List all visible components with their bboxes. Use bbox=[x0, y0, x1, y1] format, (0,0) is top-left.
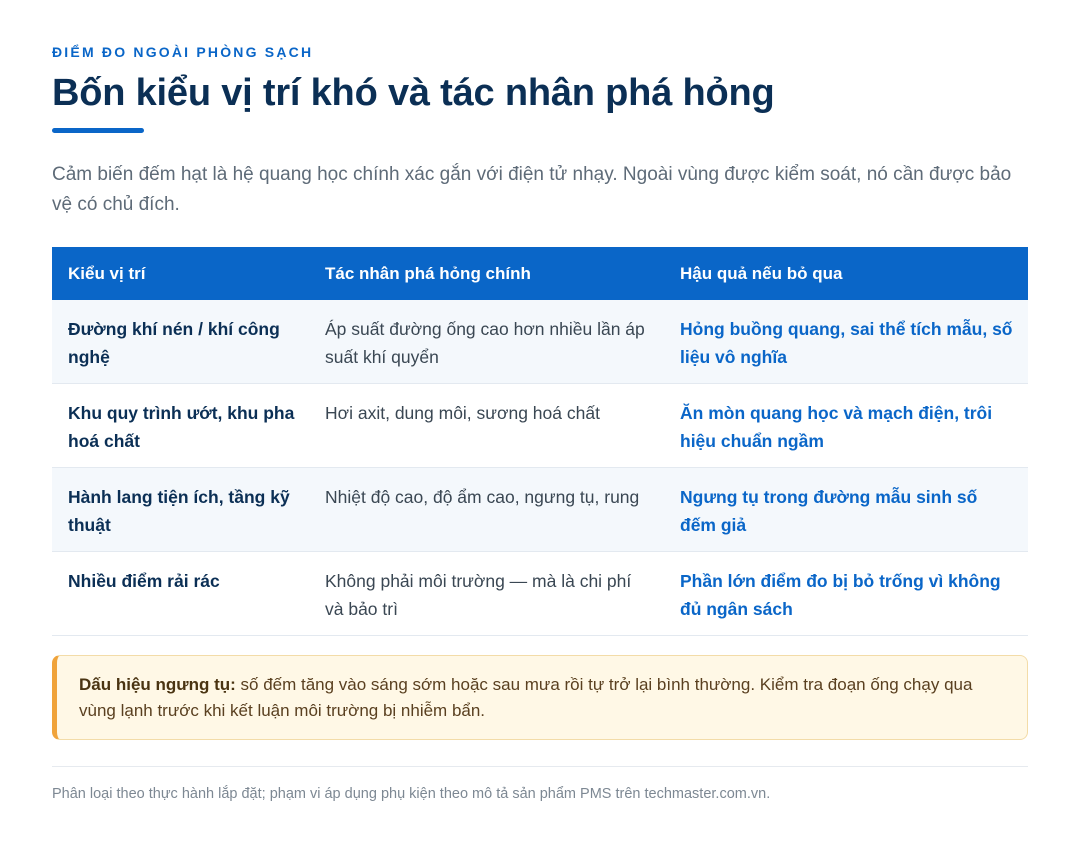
cell-location: Khu quy trình ướt, khu pha hoá chất bbox=[68, 403, 295, 451]
footnote: Phân loại theo thực hành lắp đặt; phạm vi áp dụng phụ kiện theo mô tả sản phẩm PMS trên techmaster.com.vn. bbox=[52, 786, 771, 802]
callout-label: Dấu hiệu ngưng tụ: bbox=[79, 675, 236, 694]
cell-agent: Nhiệt độ cao, độ ẩm cao, ngưng tụ, rung bbox=[325, 487, 640, 507]
cell-location: Hành lang tiện ích, tầng kỹ thuật bbox=[68, 487, 290, 535]
cell-agent: Áp suất đường ống cao hơn nhiều lần áp suất khí quyển bbox=[325, 319, 645, 367]
hazard-table bbox=[52, 247, 1028, 636]
cell-consequence: Ăn mòn quang học và mạch điện, trôi hiệu chuẩn ngầm bbox=[680, 403, 993, 451]
table-row bbox=[52, 384, 1028, 468]
table-row bbox=[52, 468, 1028, 552]
header-agent: Tác nhân phá hỏng chính bbox=[325, 263, 531, 283]
table-row bbox=[52, 552, 1028, 636]
table-row bbox=[52, 300, 1028, 384]
page-title: Bốn kiểu vị trí khó và tác nhân phá hỏng bbox=[52, 72, 775, 114]
header-location: Kiểu vị trí bbox=[68, 263, 146, 283]
cell-consequence: Ngưng tụ trong đường mẫu sinh số đếm giả bbox=[680, 487, 978, 535]
cell-agent: Hơi axit, dung môi, sương hoá chất bbox=[325, 403, 600, 423]
table-header bbox=[52, 247, 1028, 300]
eyebrow-label: ĐIỂM ĐO NGOÀI PHÒNG SẠCH bbox=[52, 44, 314, 60]
footer-divider bbox=[52, 766, 1028, 767]
cell-consequence: Phần lớn điểm đo bị bỏ trống vì không đủ ngân sách bbox=[680, 571, 1001, 619]
lead-paragraph: Cảm biến đếm hạt là hệ quang học chính xác gắn với điện tử nhạy. Ngoài vùng được kiểm soát, nó cần được bảo vệ có chủ đích. bbox=[52, 164, 1012, 215]
header-consequence: Hậu quả nếu bỏ qua bbox=[680, 263, 843, 283]
title-underline bbox=[52, 128, 144, 133]
cell-agent: Không phải môi trường — mà là chi phí và bảo trì bbox=[325, 571, 632, 619]
cell-location: Đường khí nén / khí công nghệ bbox=[68, 319, 280, 367]
condensation-callout bbox=[52, 655, 1028, 740]
cell-consequence: Hỏng buồng quang, sai thể tích mẫu, số liệu vô nghĩa bbox=[680, 319, 1013, 367]
cell-location: Nhiều điểm rải rác bbox=[68, 571, 220, 591]
callout-text: số đếm tăng vào sáng sớm hoặc sau mưa rồi tự trở lại bình thường. Kiểm tra đoạn ống chạy qua vùng lạnh trước khi kết luận môi trường bị nhiễm bẩn. bbox=[79, 675, 973, 720]
